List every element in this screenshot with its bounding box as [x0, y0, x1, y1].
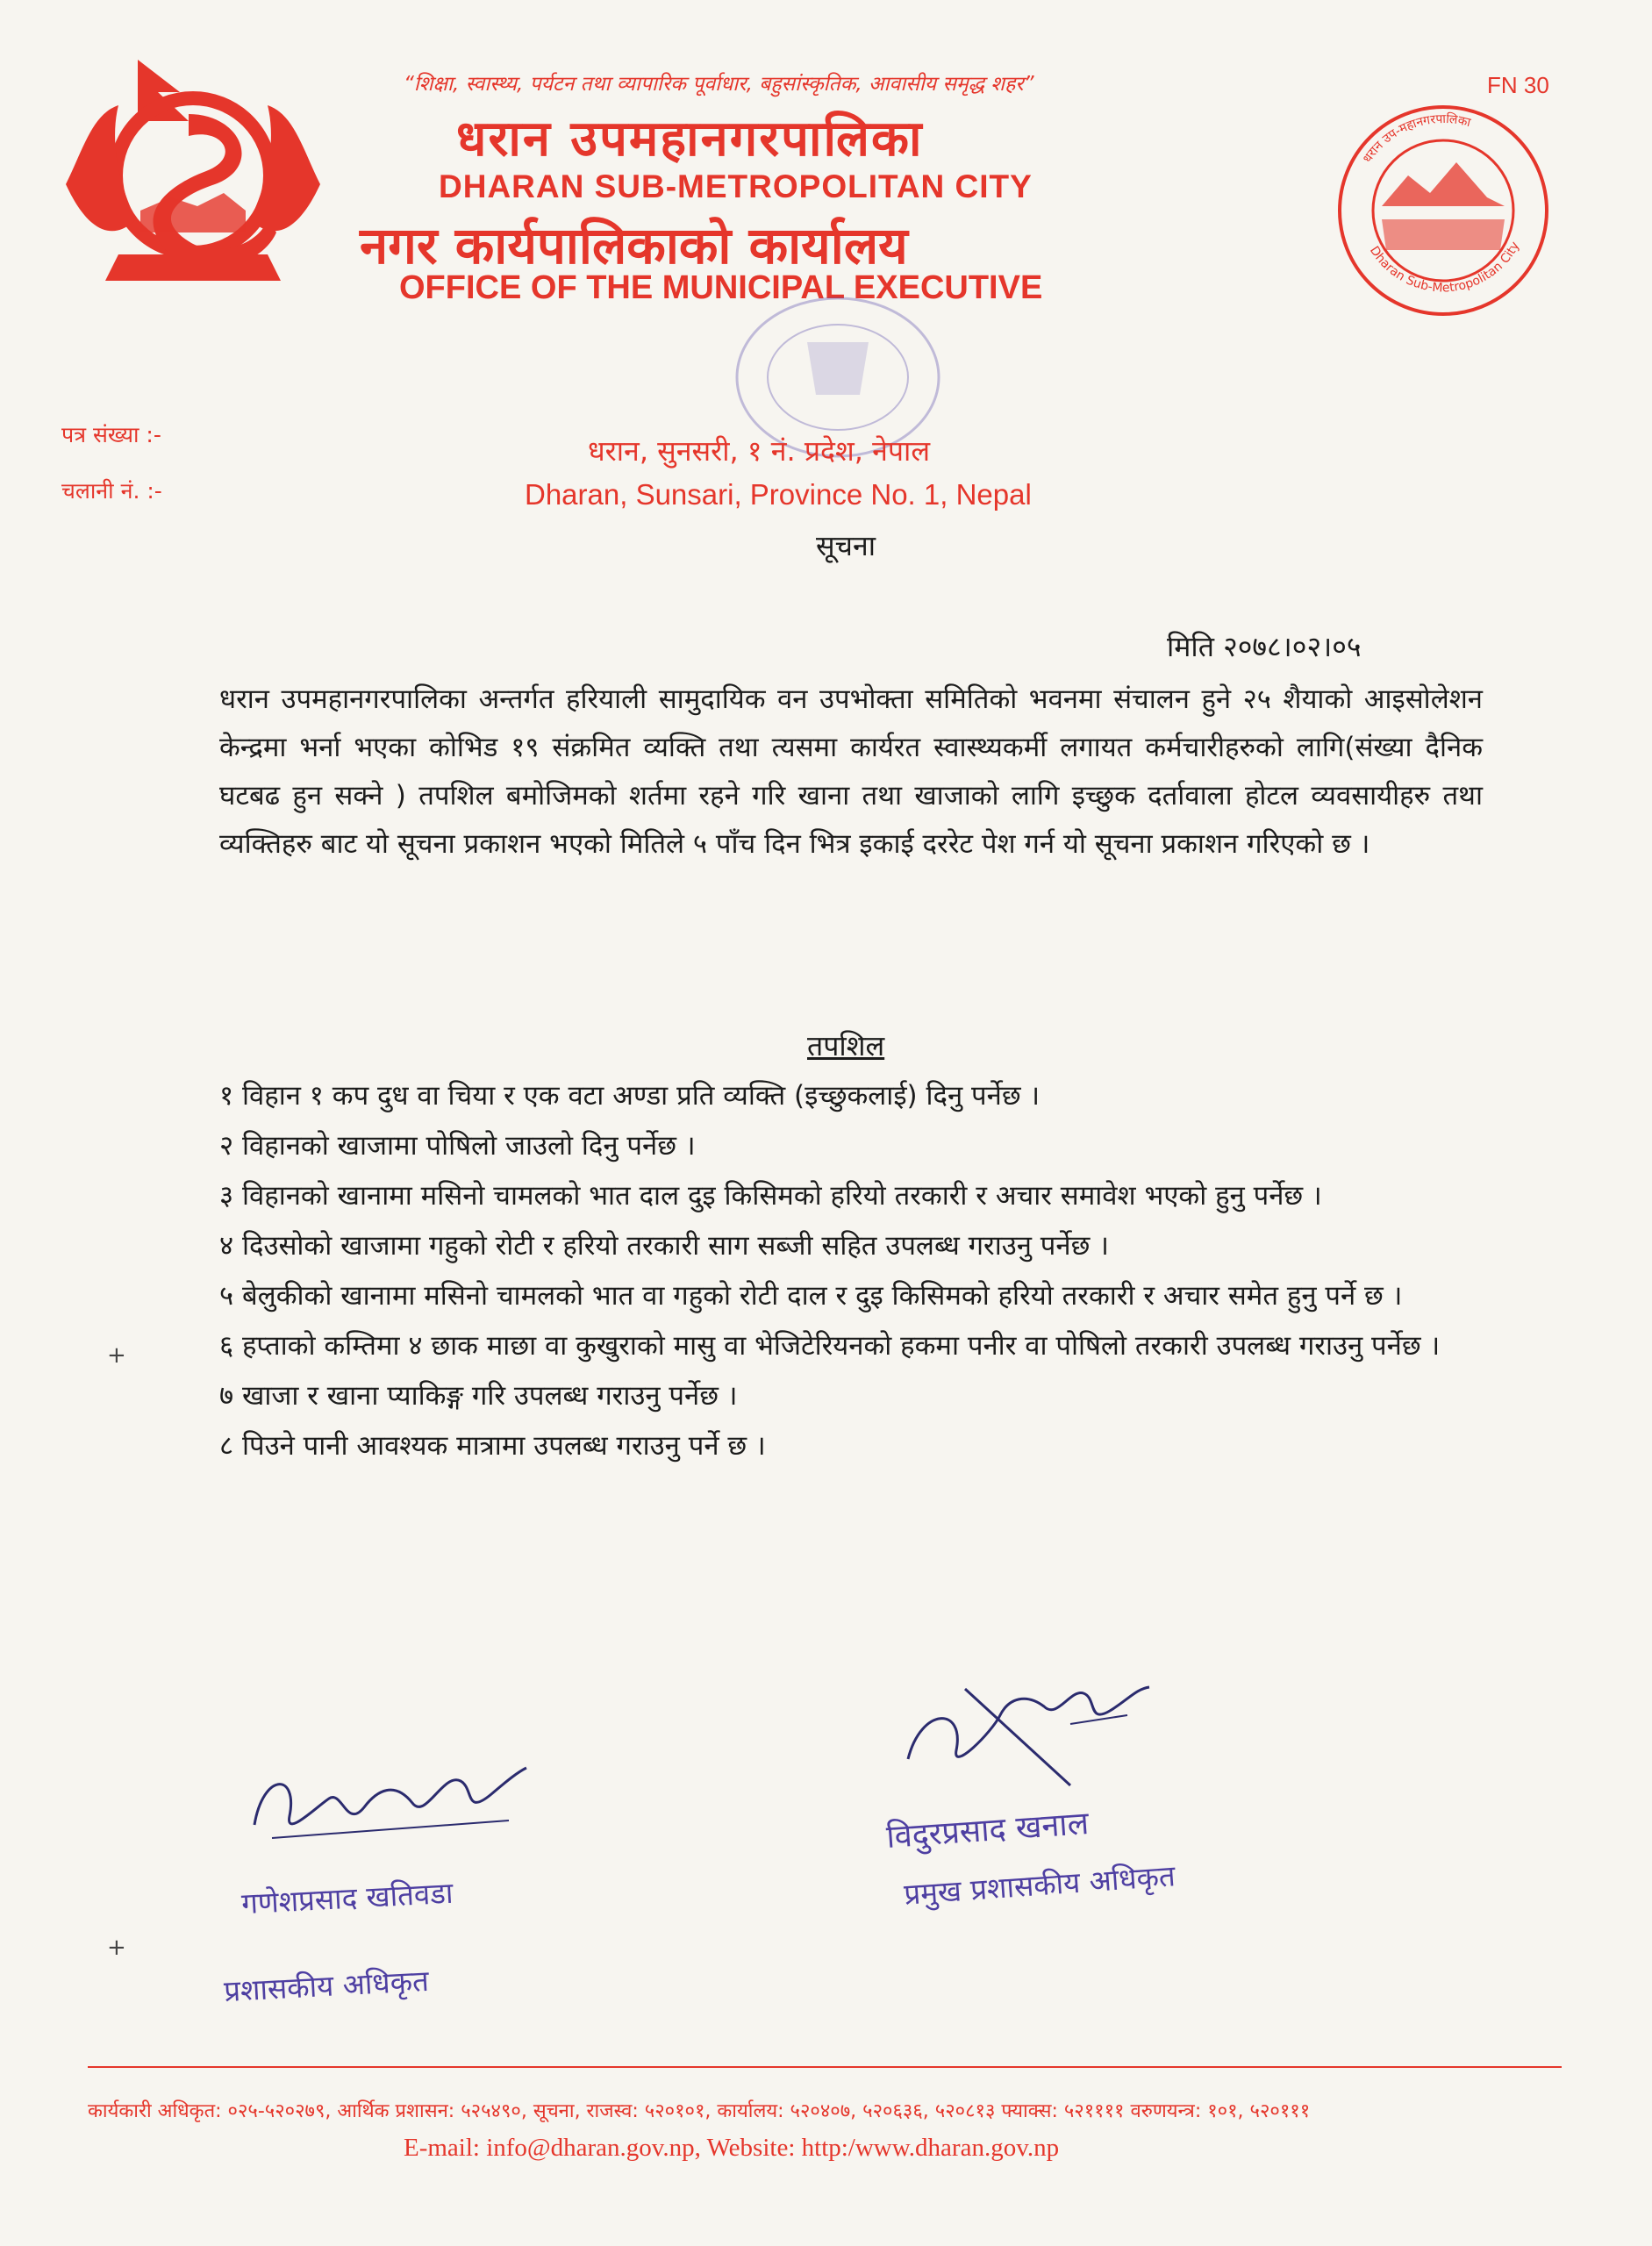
- svg-text:धरान उप-महानगरपालिका: [1361, 111, 1473, 166]
- left-signatory-title: प्रशासकीय अधिकृत: [223, 1963, 430, 2009]
- notice-body: धरान उपमहानगरपालिका अन्तर्गत हरियाली सामुदायिक वन उपभोक्ता समितिको भवनमा संचालन हुने २५ शैयाको आइसोलेशन केन्द्रमा भर्ना भएका कोभिड १९ संक्रमित व्यक्ति तथा त्यसमा कार्यरत स्वास्थ्यकर्मी लगायत कर्मचारीहरुको लागि(संख्या दैनिक घटबढ हुन सक्ने ) तपशिल बमोजिमको शर्तमा रहने गरि खाना तथा खाजाको लागि इच्छुक दर्तावाला होटल व्यवसायीहरु तथा व्यक्तिहरु बाट यो सूचना प्रकाशन भएको मितिले ५ पाँच दिन भित्र इकाई दररेट पेश गर्न यो सूचना प्रकाशन गरिएको छ ।: [219, 683, 1483, 860]
- list-item: ६ हप्ताको कम्तिमा ४ छाक माछा वा कुखुराको मासु वा भेजिटेरियनको हकमा पनीर वा पोषिलो तरकारी उपलब्ध गराउनु पर्नेछ ।: [219, 1330, 1441, 1362]
- nepal-emblem-logo: [57, 53, 329, 307]
- schedule-list: [219, 1072, 1509, 1472]
- address-nepali: धरान, सुनसरी, १ नं. प्रदेश, नेपाल: [588, 434, 931, 468]
- address-english: Dharan, Sunsari, Province No. 1, Nepal: [525, 478, 1032, 511]
- schedule-heading: तपशिल: [807, 1029, 885, 1062]
- footer-divider: [88, 2066, 1562, 2068]
- office-name-english: OFFICE OF THE MUNICIPAL EXECUTIVE: [399, 269, 1043, 306]
- margin-mark: +: [107, 1342, 126, 1369]
- list-item: ४ दिउसोको खाजामा गहुको रोटी र हरियो तरकारी साग सब्जी सहित उपलब्ध गराउनु पर्नेछ ।: [219, 1230, 1109, 1262]
- list-item: ८ पिउने पानी आवश्यक मात्रामा उपलब्ध गराउनु पर्ने छ ।: [219, 1430, 766, 1462]
- reference-number-label: पत्र संख्या :-: [61, 422, 161, 447]
- right-signature-scribble: [895, 1671, 1158, 1794]
- list-item: ५ बेलुकीको खानामा मसिनो चामलको भात वा गहुको रोटी दाल र दुइ किसिमको हरियो तरकारी र अचार समेत हुनु पर्ने छ ।: [219, 1280, 1403, 1312]
- list-item: ३ विहानको खानामा मसिनो चामलको भात दाल दुइ किसिमको हरियो तरकारी र अचार समावेश भएको हुनु पर्नेछ ।: [219, 1180, 1322, 1212]
- list-item: १ विहान १ कप दुध वा चिया र एक वटा अण्डा प्रति व्यक्ति (इच्छुकलाई) दिनु पर्नेछ ।: [219, 1080, 1041, 1112]
- footer-contact: E-mail: info@dharan.gov.np, Website: http:/www.dharan.gov.np: [404, 2134, 1060, 2162]
- right-signatory-title: प्रमुख प्रशासकीय अधिकृत: [903, 1858, 1176, 1912]
- org-name-english: DHARAN SUB-METROPOLITAN CITY: [439, 168, 1033, 204]
- left-signatory-name: गणेशप्रसाद खतिवडा: [240, 1875, 454, 1921]
- notice-heading: सूचना: [816, 529, 876, 562]
- list-item: २ विहानको खाजामा पोषिलो जाउलो दिनु पर्नेछ ।: [219, 1130, 696, 1162]
- slogan: “शिक्षा, स्वास्थ्य, पर्यटन तथा व्यापारिक पूर्वाधार, बहुसांस्कृतिक, आवासीय समृद्ध शहर”: [404, 73, 1034, 96]
- right-signatory-name: विदुरप्रसाद खनाल: [884, 1805, 1091, 1856]
- org-name-nepali: धरान उपमहानगरपालिका: [456, 111, 924, 168]
- notice-date: मिति २०७८।०२।०५: [1167, 630, 1362, 663]
- footer-phone-numbers: कार्यकारी अधिकृत: ०२५-५२०२७९, आर्थिक प्रशासन: ५२५४९०, सूचना, राजस्व: ५२०१०१, कार्यालय: ५२०४०७, ५२०६३६, ५२०८१३ फ्याक्स: ५२११११ वरुणयन्त्र: १०१, ५२०१११: [88, 2100, 1311, 2122]
- seal-text-top: धरान उप-महानगरपालिका: [1360, 111, 1472, 166]
- list-item: ७ खाजा र खाना प्याकिङ्ग गरि उपलब्ध गराउनु पर्नेछ ।: [219, 1380, 738, 1412]
- left-signature-scribble: [246, 1755, 535, 1851]
- office-name-nepali: नगर कार्यपालिकाको कार्यालय: [360, 216, 908, 275]
- dispatch-number-label: चलानी नं. :-: [61, 478, 162, 504]
- municipal-seal-logo: [1334, 101, 1553, 320]
- form-number: FN 30: [1487, 72, 1549, 98]
- margin-mark: +: [107, 1935, 126, 1961]
- seal-text-bottom: Dharan Sub-Metropolitan City: [1366, 239, 1523, 296]
